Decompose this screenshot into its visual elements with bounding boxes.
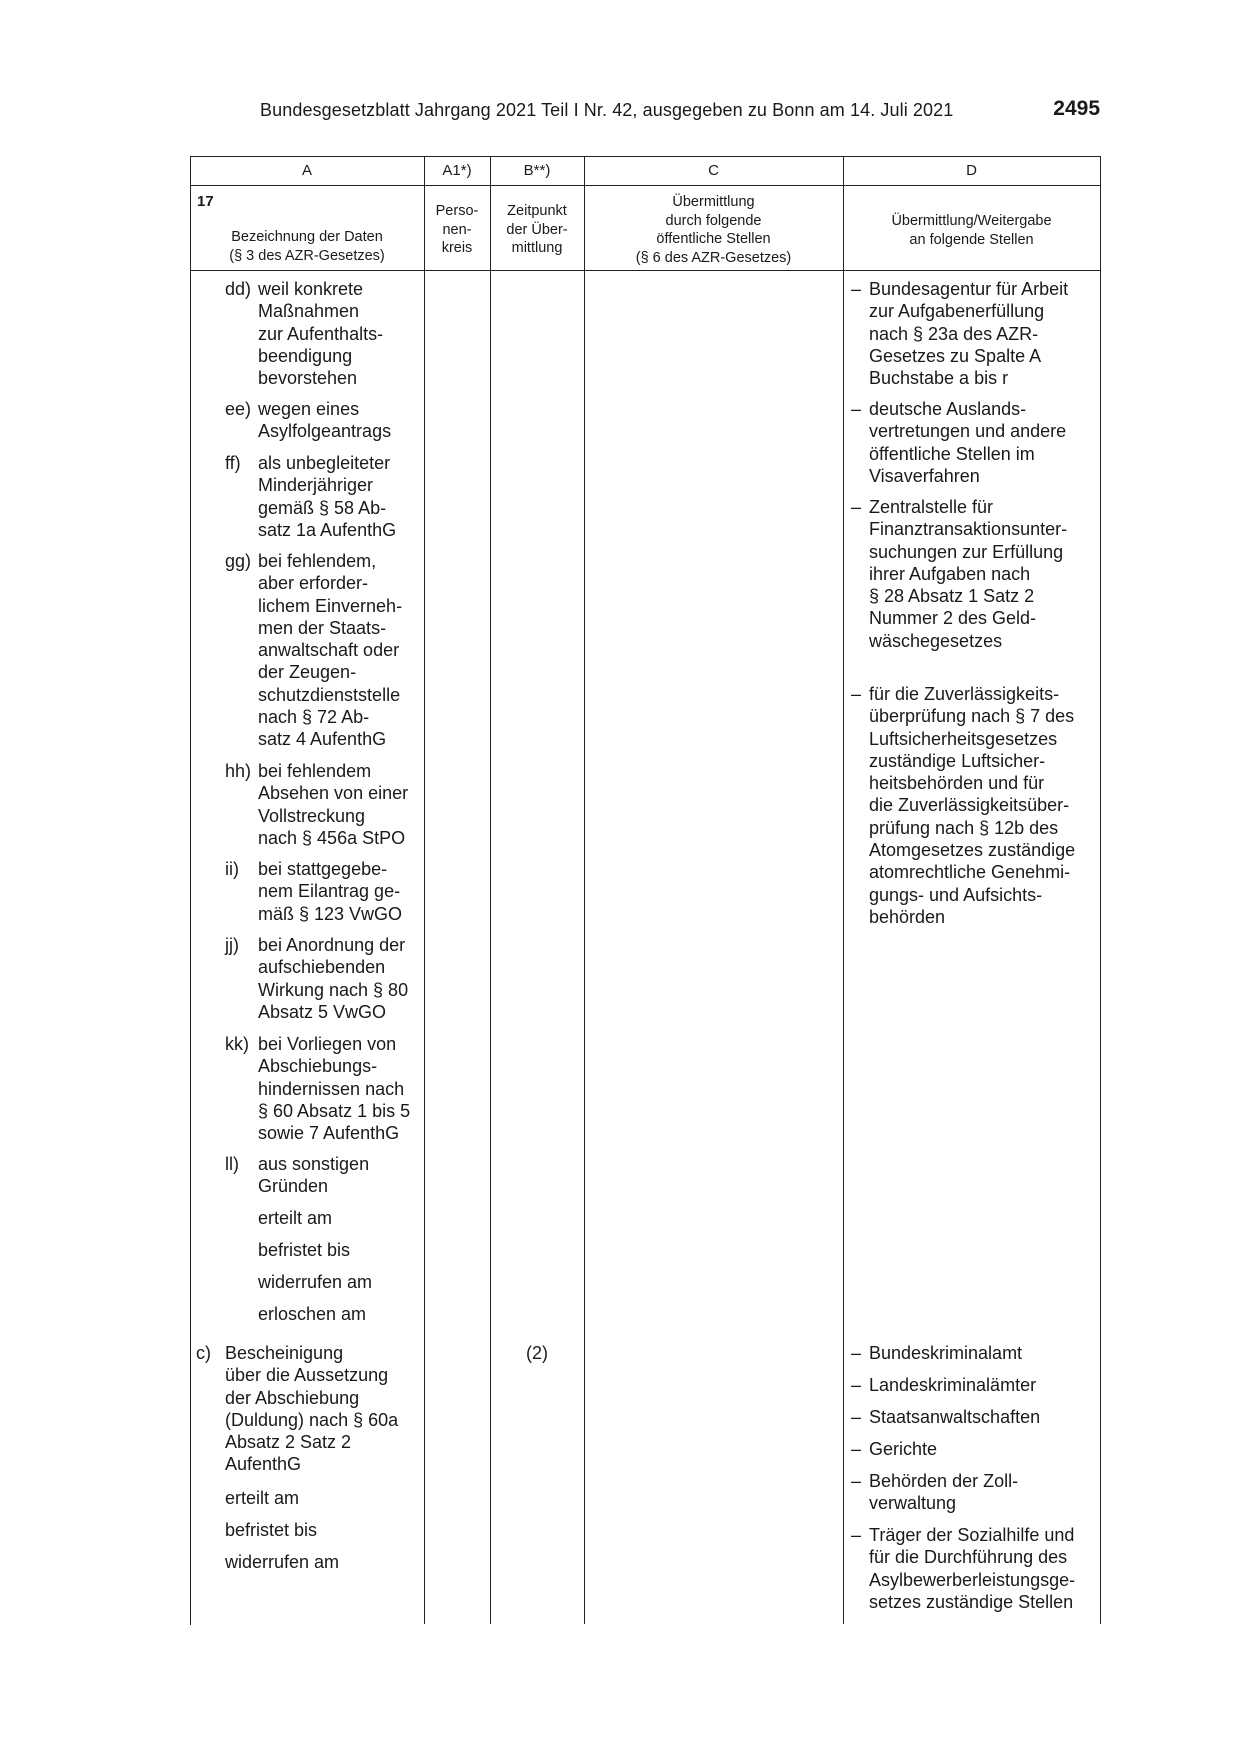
column-divider-c: [843, 156, 844, 1624]
item-text-ff: als unbegleiteter Minderjähriger gemäß § 58 Ab- satz 1a AufenthG: [258, 453, 397, 540]
item-label-hh: hh): [225, 761, 252, 781]
header-timing: Zeitpunkt der Über- mittlung: [506, 203, 568, 256]
gazette-title: Bundesgesetzblatt Jahrgang 2021 Teil I Nr. 42, ausgegeben zu Bonn am 14. Juli 2021: [260, 100, 954, 120]
item-label-ff: ff): [225, 453, 241, 473]
column-divider-a1: [490, 156, 491, 1624]
recipient-dash: –: [851, 497, 862, 517]
page-number: 2495: [1053, 97, 1100, 120]
item-text-ii: bei stattgegebe- nem Eilantrag ge- mäß § 123 VwGO: [258, 859, 403, 924]
item-text-gg: bei fehlendem, aber erforder- lichem Einverneh- men der Staats- anwaltschaft oder der Zeugen- schutzdienststelle nach § 72 Ab- satz 4 AufenthG: [258, 551, 403, 750]
item-label-ee: ee): [225, 399, 252, 419]
section-c-field-revoked-on: widerrufen am: [225, 1552, 340, 1572]
recipient-aviation-nuclear-authorities: für die Zuverlässigkeits- überprüfung nach § 7 des Luftsicherheitsgesetzes zuständige Luftsicher- heitsbehörden und für die Zuverlässigkeitsüber- prüfung nach § 12b des Atomgesetzes zuständige atomrechtliche Genehmi- gungs- und Aufsichts- behörden: [869, 684, 1076, 927]
recipient-lka: Landeskriminalämter: [869, 1375, 1037, 1395]
item-label-dd: dd): [225, 279, 252, 299]
item-label-jj: jj): [225, 935, 239, 955]
recipient-social-welfare: Träger der Sozialhilfe und für die Durchführung des Asylbewerberleistungsge- setzes zuständige Stellen: [869, 1525, 1076, 1612]
item-label-ll: ll): [225, 1154, 239, 1174]
section-c-field-issued-on: erteilt am: [225, 1488, 300, 1508]
item-text-hh: bei fehlendem Absehen von einer Vollstreckung nach § 456a StPO: [258, 761, 409, 848]
column-divider-b: [584, 156, 585, 1624]
column-letter-c: C: [708, 162, 719, 179]
item-text-dd: weil konkrete Maßnahmen zur Aufenthalts- beendigung bevorstehen: [258, 279, 384, 389]
recipient-dash: –: [851, 1471, 862, 1491]
item-label-kk: kk): [225, 1034, 249, 1054]
recipient-dash: –: [851, 1375, 862, 1395]
item-label-gg: gg): [225, 551, 252, 571]
recipient-dash: –: [851, 279, 862, 299]
header-rule-2: [190, 270, 1101, 271]
column-divider-a: [424, 156, 425, 1624]
recipient-fiu: Zentralstelle für Finanztransaktionsunter- suchungen zur Erfüllung ihrer Aufgaben nach § 28 Absatz 1 Satz 2 Nummer 2 des Geld- wäschegesetzes: [869, 497, 1068, 651]
header-designation: Bezeichnung der Daten (§ 3 des AZR-Gesetzes): [229, 229, 385, 264]
column-letter-b: B**): [523, 162, 551, 179]
recipient-courts: Gerichte: [869, 1439, 938, 1459]
field-issued-on: erteilt am: [258, 1208, 333, 1228]
header-recipients: Übermittlung/Weitergabe an folgende Stellen: [891, 213, 1052, 248]
item-label-ii: ii): [225, 859, 239, 879]
recipient-federal-employment-agency: Bundesagentur für Arbeit zur Aufgabenerfüllung nach § 23a des AZR- Gesetzes zu Spalte A Buchstabe a bis r: [869, 279, 1069, 389]
page-header: [0, 97, 1241, 130]
recipient-dash: –: [851, 399, 862, 419]
field-limited-until: befristet bis: [258, 1240, 351, 1260]
item-text-kk: bei Vorliegen von Abschiebungs- hindernissen nach § 60 Absatz 1 bis 5 sowie 7 AufenthG: [258, 1034, 411, 1144]
header-persons: Perso- nen- kreis: [435, 203, 479, 256]
section-label-c: c): [196, 1343, 211, 1363]
section-c-timing: (2): [526, 1343, 548, 1363]
header-transmitting-bodies: Übermittlung durch folgende öffentliche Stellen (§ 6 des AZR-Gesetzes): [635, 194, 792, 266]
item-text-ee: wegen eines Asylfolgeantrags: [258, 399, 392, 442]
recipient-dash: –: [851, 1439, 862, 1459]
header-rule-1: [190, 185, 1101, 186]
recipient-dash: –: [851, 1343, 862, 1363]
recipient-dash: –: [851, 684, 862, 704]
column-letter-a: A: [301, 162, 312, 179]
column-letter-d: D: [966, 162, 977, 179]
column-letter-a1: A1*): [442, 162, 472, 179]
field-revoked-on: widerrufen am: [258, 1272, 373, 1292]
recipient-customs: Behörden der Zoll- verwaltung: [869, 1471, 1019, 1514]
section-c-text: Bescheinigung über die Aussetzung der Abschiebung (Duldung) nach § 60a Absatz 2 Satz 2 AufenthG: [225, 1343, 399, 1475]
recipient-dash: –: [851, 1407, 862, 1427]
field-expired-on: erloschen am: [258, 1304, 367, 1324]
section-c-field-limited-until: befristet bis: [225, 1520, 318, 1540]
recipient-dash: –: [851, 1525, 862, 1545]
item-text-jj: bei Anordnung der aufschiebenden Wirkung nach § 80 Absatz 5 VwGO: [258, 935, 409, 1022]
row-number: 17: [197, 193, 214, 210]
recipient-bka: Bundeskriminalamt: [869, 1343, 1023, 1363]
column-divider-d: [1100, 156, 1101, 1624]
recipient-prosecutors: Staatsanwaltschaften: [869, 1407, 1041, 1427]
recipient-foreign-missions: deutsche Auslands- vertretungen und andere öffentliche Stellen im Visaverfahren: [869, 399, 1067, 486]
item-text-ll: aus sonstigen Gründen: [258, 1154, 370, 1197]
